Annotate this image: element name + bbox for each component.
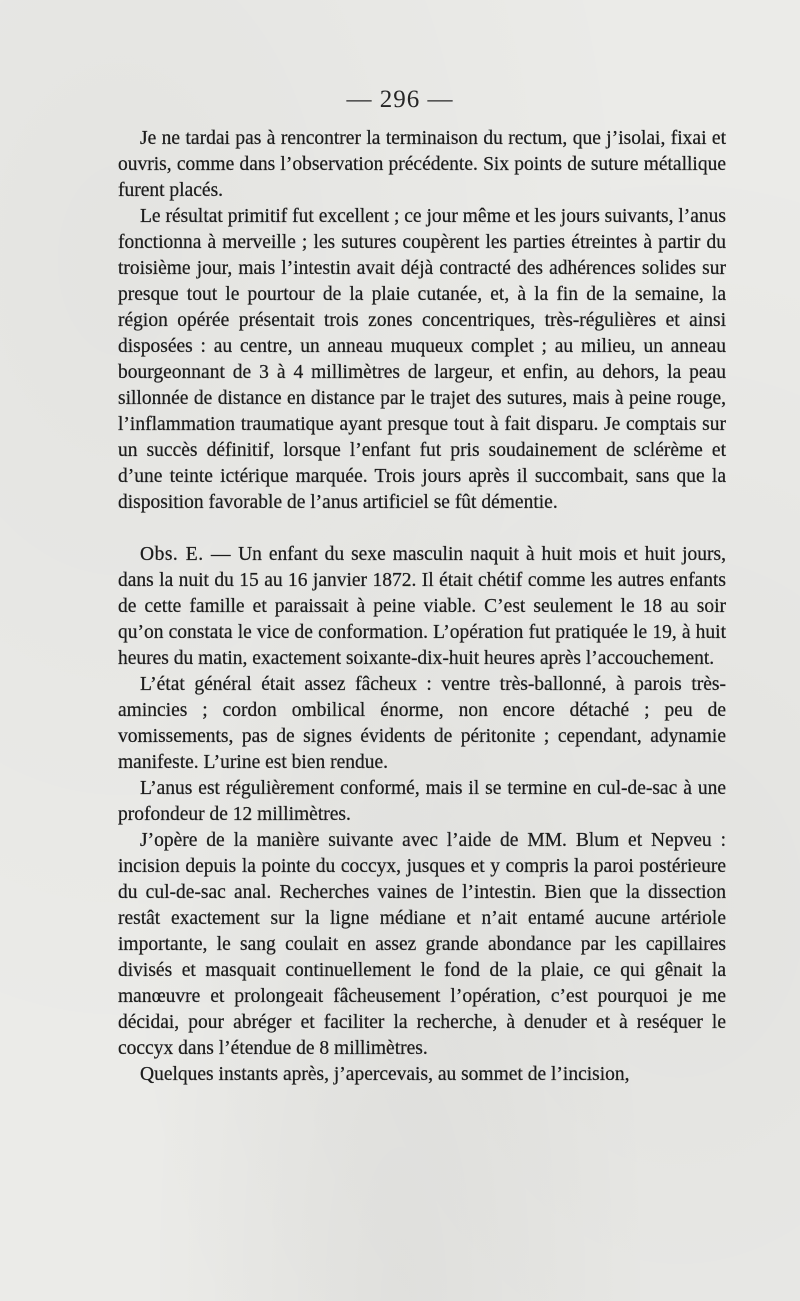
body-text bbox=[118, 126, 726, 1088]
paragraph: Quelques instants après, j’apercevais, au sommet de l’incision, bbox=[140, 1064, 630, 1085]
observation-text: Un enfant du sexe masculin naquit à huit mois et huit jours, dans la nuit du 15 au 16 janvier 1872. Il était chétif comme les autres enfants de cette famille et paraissait à peine viable. C’est seulement le 18 au soir qu’on constata le vice de conformation. L’opération fut pratiquée le 19, à huit heures du matin, exactement soixante-dix-huit heures après l’accouchement. bbox=[118, 544, 726, 669]
paragraph: J’opère de la manière suivante avec l’aide de MM. Blum et Nepveu : incision depuis la pointe du coccyx, jusques et y compris la paroi postérieure du cul-de-sac anal. Recherches vaines de l’intestin. Bien que la dissection restât exactement sur la ligne médiane et n’ait entamé aucune artériole importante, le sang coulait en assez grande abondance par les capillaires divisés et masquait continuellement le fond de la plaie, ce qui gênait la manœuvre et prolongeait fâcheusement l’opération, c’est pourquoi je me décidai, pour abréger et faciliter la recherche, à denuder et à reséquer le coccyx dans l’étendue de 8 millimètres. bbox=[118, 830, 726, 1059]
paragraph: L’état général était assez fâcheux : ventre très-ballonné, à parois très-amincies ; cordon ombilical énorme, non encore détaché ; peu de vomissements, pas de signes évidents de péritonite ; cependant, adynamie manifeste. L’urine est bien rendue. bbox=[118, 674, 726, 773]
observation-paragraph bbox=[118, 542, 726, 672]
paragraph: Le résultat primitif fut excellent ; ce jour même et les jours suivants, l’anus fonctionna à merveille ; les sutures coupèrent les parties étreintes à partir du troisième jour, mais l’intestin avait déjà contracté des adhérences solides sur presque tout le pourtour de la plaie cutanée, et, à la fin de la semaine, la région opérée présentait trois zones concentriques, très-régulières et ainsi disposées : au centre, un anneau muqueux complet ; au milieu, un anneau bourgeonnant de 3 à 4 millimètres de largeur, et enfin, au dehors, la peau sillonnée de distance en distance par le trajet des sutures, mais à peine rouge, l’inflammation traumatique ayant presque tout à fait disparu. Je comptais sur un succès définitif, lorsque l’enfant fut pris soudainement de sclérème et d’une teinte ictérique marquée. Trois jours après il succombait, sans que la disposition favorable de l’anus artificiel se fût démentie. bbox=[118, 206, 726, 513]
page-number: — 296 — bbox=[346, 86, 454, 113]
observation-label: Obs. E. — bbox=[140, 544, 232, 565]
paragraph: L’anus est régulièrement conformé, mais il se termine en cul-de-sac à une profondeur de 12 millimètres. bbox=[118, 778, 726, 825]
paragraph: Je ne tardai pas à rencontrer la terminaison du rectum, que j’isolai, fixai et ouvris, comme dans l’observation précédente. Six points de suture métallique furent placés. bbox=[118, 128, 726, 201]
